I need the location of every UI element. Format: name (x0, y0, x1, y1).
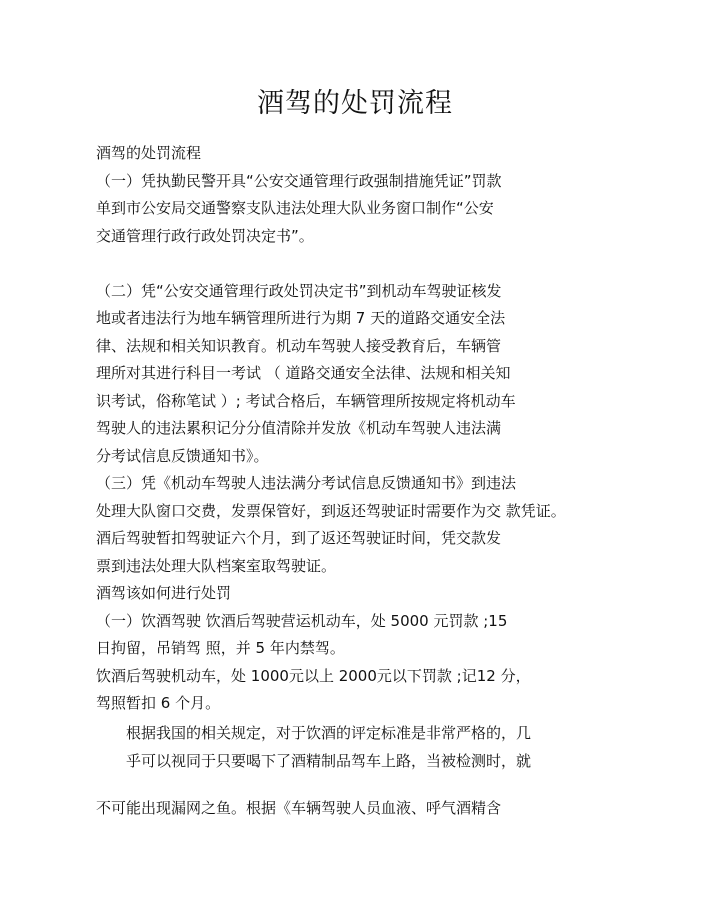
document-title: 酒驾的处罚流程 (257, 88, 453, 119)
section-heading-penalty: 酒驾该如何进行处罚 (96, 584, 232, 602)
paragraph-line: 乎可以视同于只要喝下了酒精制品驾车上路，当被检测时，就 (126, 752, 532, 770)
paragraph-line: 饮酒后驾驶机动车，处 1000元以上 2000元以下罚款 ;记12 分， (96, 667, 531, 685)
paragraph-line: 交通管理行政行政处罚决定书”。 (96, 227, 314, 245)
paragraph-line: 根据我国的相关规定，对于饮酒的评定标准是非常严格的，几 (126, 724, 532, 742)
paragraph-line: 日拘留，吊销驾 照，并 5 年内禁驾。 (96, 639, 345, 657)
paragraph-line: 票到违法处理大队档案室取驾驶证。 (96, 557, 337, 575)
paragraph-line: 分考试信息反馈通知书》。 (96, 447, 269, 465)
section-heading-process: 酒驾的处罚流程 (96, 144, 202, 162)
paragraph-line: 律、法规和相关知识教育。机动车驾驶人接受教育后，车辆管 (96, 337, 502, 355)
paragraph-line: （一）凭执勤民警开具“公安交通管理行政强制措施凭证”罚款 (96, 172, 502, 190)
paragraph-line: 不可能出现漏网之鱼。根据《车辆驾驶人员血液、呼气酒精含 (96, 799, 502, 817)
paragraph-line: 识考试，俗称笔试 ）; 考试合格后，车辆管理所按规定将机动车 (96, 392, 516, 410)
paragraph-line: 理所对其进行科目一考试 （ 道路交通安全法律、法规和相关知 (96, 364, 511, 382)
paragraph-line: （一）饮酒驾驶 饮酒后驾驶营运机动车，处 5000 元罚款 ;15 (96, 612, 508, 630)
paragraph-line: 酒后驾驶暂扣驾驶证六个月，到了返还驾驶证时间，凭交款发 (96, 529, 502, 547)
paragraph-line: 地或者违法行为地车辆管理所进行为期 7 天的道路交通安全法 (96, 309, 506, 327)
paragraph-line: 驾照暂扣 6 个月。 (96, 694, 221, 712)
paragraph-line: 处理大队窗口交费，发票保管好，到返还驾驶证时需要作为交 款凭证。 (96, 502, 566, 520)
paragraph-line: 单到市公安局交通警察支队违法处理大队业务窗口制作“公安 (96, 199, 494, 217)
paragraph-line: 驾驶人的违法累积记分分值清除并发放《机动车驾驶人违法满 (96, 419, 502, 437)
paragraph-line: （二）凭“公安交通管理行政处罚决定书”到机动车驾驶证核发 (96, 282, 502, 300)
paragraph-line: （三）凭《机动车驾驶人违法满分考试信息反馈通知书》到违法 (96, 474, 517, 492)
